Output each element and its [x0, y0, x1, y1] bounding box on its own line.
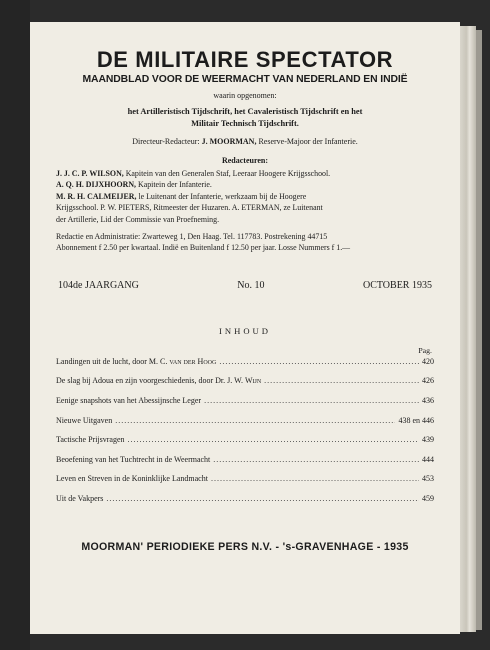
toc-entry-author: Wijn	[244, 376, 262, 386]
editor-name: A. Q. H. DIJXHOORN,	[56, 180, 137, 190]
toc-entry[interactable]	[56, 494, 434, 514]
editor-name: J. J. C. P. WILSON,	[56, 169, 124, 178]
editor-desc: der Artillerie, Lid der Commissie van Proefneming.	[56, 214, 220, 224]
administration-info	[56, 231, 434, 254]
toc-entry-title: Nieuwe Uitgaven	[56, 415, 113, 425]
included-journals	[56, 106, 434, 130]
issue-info	[56, 280, 434, 291]
contents-heading: INHOUD	[219, 325, 271, 336]
editors-list	[56, 168, 434, 225]
waarin-label: waarin opgenomen:	[213, 91, 277, 100]
leader-dots	[115, 416, 395, 425]
toc-entry[interactable]	[56, 396, 434, 416]
leader-dots	[264, 376, 419, 385]
toc-entry-title: Landingen uit de lucht, door M. C. van der Hoog	[56, 356, 217, 366]
toc-entry-page: 444	[422, 454, 434, 464]
toc-entry[interactable]	[56, 416, 434, 436]
toc-entry-page: 439	[422, 435, 434, 445]
admin-line-2: Abonnement f 2.50 per kwartaal. Indië en Buitenland f 12.50 per jaar. Losse Nummers f 1.—	[56, 243, 351, 253]
toc-entry-title: Leven en Streven in de Koninklijke Landmacht	[56, 474, 208, 484]
issue-date: OCTOBER 1935	[362, 279, 432, 291]
toc-entry[interactable]	[56, 357, 434, 377]
issue-number: No. 10	[237, 279, 265, 291]
toc-entry-author: van der Hoog	[169, 356, 217, 366]
editor-line	[56, 168, 434, 179]
journal-title: DE MILITAIRE SPECTATOR	[96, 47, 394, 72]
publisher-footer: MOORMAN' PERIODIEKE PERS N.V. - 's-GRAVENHAGE - 1935	[81, 540, 409, 553]
toc-entry[interactable]	[56, 474, 434, 494]
editor-line	[56, 202, 434, 213]
toc-entry-title: Tactische Prijsvragen	[56, 435, 125, 445]
editor-desc: Kapitein der Infanterie.	[138, 180, 212, 190]
editor-name: M. R. H. CALMEIJER,	[56, 191, 137, 201]
admin-line-1: Redactie en Administratie: Zwarteweg 1, Den Haag. Tel. 117783. Postrekening 44715	[56, 232, 328, 242]
editor-desc: le Luitenant der Infanterie, werkzaam bij de Hoogere	[138, 191, 307, 201]
journals-line-1: het Artilleristisch Tijdschrift, het Cavaleristisch Tijdschrift en het	[127, 107, 363, 116]
table-of-contents	[56, 357, 434, 514]
leader-dots	[219, 357, 419, 366]
director-name: J. MOORMAN,	[201, 137, 257, 146]
toc-entry[interactable]	[56, 435, 434, 455]
editor-desc: Kapitein van den Generalen Staf, Leeraar Hoogere Krijgsschool.	[125, 169, 331, 178]
director-role: Reserve-Majoor der Infanterie.	[258, 137, 358, 146]
editor-desc: Krijgsschool. P. W. PIETERS, Ritmeester der Huzaren. A. ETERMAN, ze Luitenant	[56, 203, 323, 213]
toc-entry-title: Beoefening van het Tuchtrecht in de Weermacht	[56, 454, 211, 464]
leader-dots	[211, 474, 419, 483]
leader-dots	[213, 455, 419, 464]
journals-line-2: Militair Technisch Tijdschrift.	[191, 119, 299, 128]
scan-left-margin	[0, 0, 30, 650]
director-label: Directeur-Redacteur:	[132, 137, 200, 146]
director-line	[56, 136, 434, 147]
editor-line	[56, 214, 434, 225]
toc-entry[interactable]	[56, 455, 434, 475]
journal-subtitle: MAANDBLAD VOOR DE WEERMACHT VAN NEDERLAND EN INDIË	[82, 74, 408, 85]
volume-label: 104de JAARGANG	[58, 279, 139, 291]
leader-dots	[204, 396, 419, 405]
toc-entry-title: Uit de Vakpers	[56, 494, 104, 503]
document-page	[30, 22, 460, 634]
toc-entry[interactable]	[56, 376, 434, 396]
toc-entry-page: 438 en 446	[398, 415, 434, 425]
toc-entry-page: 453	[422, 474, 434, 484]
editors-heading: Redacteuren:	[221, 156, 269, 165]
leader-dots	[106, 494, 419, 503]
toc-entry-page: 426	[422, 376, 434, 386]
toc-entry-title: De slag bij Adoua en zijn voorgeschiedenis, door Dr. J. W. Wijn	[56, 376, 262, 386]
page-edge-shadow	[476, 30, 482, 630]
toc-entry-page: 420	[422, 356, 434, 366]
page-column-label: Pag.	[418, 345, 432, 355]
page-edge	[460, 26, 476, 632]
toc-entry-page: 436	[422, 396, 434, 406]
leader-dots	[128, 435, 419, 444]
toc-entry-page: 459	[422, 494, 434, 503]
editor-line	[56, 179, 434, 190]
toc-entry-title: Eenige snapshots van het Abessijnsche Leger	[56, 396, 202, 406]
editor-line	[56, 191, 434, 202]
